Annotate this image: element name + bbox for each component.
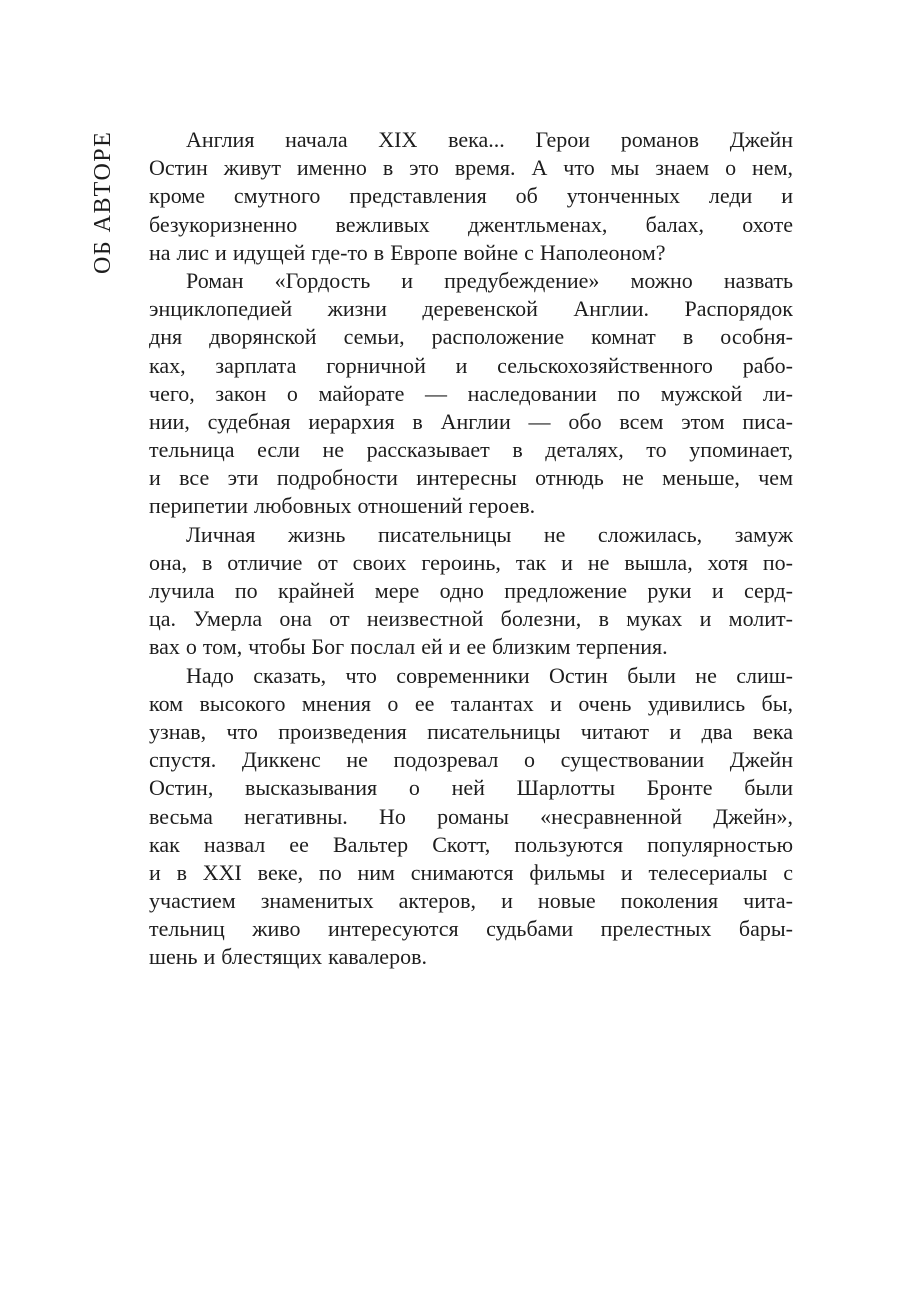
text-line: перипетии любовных отношений героев. [149,493,536,519]
text-line: на лис и идущей где-то в Европе войне с Наполеоном? [149,239,666,265]
text-line: тельница если не рассказывает в деталях, то упоминает, [149,437,793,463]
text-line: участием знаменитых актеров, и новые поколения чита- [149,888,793,914]
text-line: чего, закон о майорате — наследовании по мужской ли- [149,380,793,406]
text-line: Остин живут именно в это время. А что мы знаем о нем, [149,155,793,181]
body-text [149,126,793,972]
text-line: дня дворянской семьи, расположение комнат в особня- [149,324,793,350]
text-line: ком высокого мнения о ее талантах и очень удивились бы, [149,690,793,716]
text-line: Роман «Гордость и предубеждение» можно назвать [186,267,793,293]
text-line: ках, зарплата горничной и сельскохозяйственного рабо- [149,352,793,378]
paragraph [149,662,793,972]
text-line: кроме смутного представления об утонченных леди и [149,183,793,209]
side-label-text: ОБ АВТОРЕ [90,130,116,274]
text-line: Остин, высказывания о ней Шарлотты Бронте были [149,775,793,801]
paragraph [149,126,793,267]
text-line: она, в отличие от своих героинь, так и не вышла, хотя по- [149,549,793,575]
text-line: и в XXI веке, по ним снимаются фильмы и телесериалы с [149,859,793,885]
text-line: энциклопедией жизни деревенской Англии. Распорядок [149,296,793,322]
side-label [90,128,117,274]
text-line: Надо сказать, что современники Остин были не слиш- [186,662,793,688]
paragraph [149,267,793,521]
paragraph [149,521,793,662]
text-line: спустя. Диккенс не подозревал о существовании Джейн [149,747,793,773]
text-line: вах о том, чтобы Бог послал ей и ее близким терпения. [149,634,668,660]
text-line: весьма негативны. Но романы «несравненной Джейн», [149,803,793,829]
text-line: нии, судебная иерархия в Англии — обо всем этом писа- [149,408,793,434]
text-line: узнав, что произведения писательницы читают и два века [149,718,793,744]
text-line: тельниц живо интересуются судьбами прелестных бары- [149,916,793,942]
text-line: ца. Умерла она от неизвестной болезни, в муках и молит- [149,606,793,632]
text-line: Англия начала XIX века... Герои романов Джейн [186,127,793,152]
text-line: безукоризненно вежливых джентльменах, балах, охоте [149,211,793,237]
text-line: как назвал ее Вальтер Скотт, пользуются популярностью [149,831,793,857]
text-line: Личная жизнь писательницы не сложилась, замуж [186,521,793,547]
text-line: шень и блестящих кавалеров. [149,944,427,970]
text-line: и все эти подробности интересны отнюдь не меньше, чем [149,465,793,491]
text-line: лучила по крайней мере одно предложение руки и серд- [149,578,793,603]
